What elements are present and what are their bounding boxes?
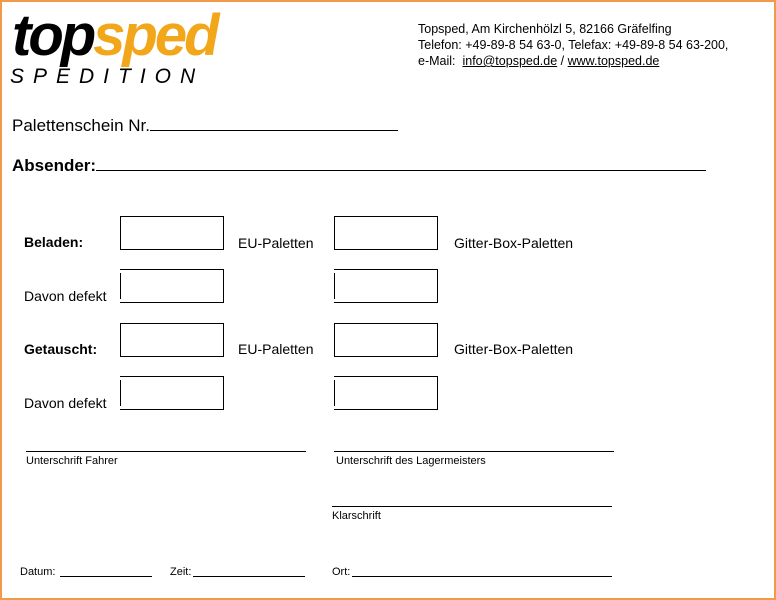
topsped-logo [12,4,217,68]
lagermeister-signature-label: Unterschrift des Lagermeisters [336,455,486,467]
email-label: e-Mail: [418,54,456,68]
logo-subtitle: SPEDITION [10,65,205,88]
datum-line[interactable] [60,576,152,577]
gitter-box-label-2: Gitter-Box-Paletten [454,341,574,357]
beladen-gitter-box[interactable] [334,216,438,250]
getauscht-eu-box[interactable] [120,323,224,357]
contact-separator: / [560,54,565,68]
ort-label: Ort: [332,566,351,578]
eu-paletten-label-1: EU-Paletten [238,235,314,251]
email-link[interactable]: info@topsped.de [462,54,558,68]
beladen-label: Beladen: [24,234,84,250]
logo-word-top: top [12,3,94,68]
klarschrift-line[interactable] [332,506,612,507]
website-link[interactable]: www.topsped.de [567,54,660,68]
datum-label: Datum: [20,566,56,578]
contact-phone: Telefon: +49-89-8 54 63-0, Telefax: +49-89-8 54 63-200, [418,38,729,52]
zeit-label: Zeit: [170,566,192,578]
palettenschein-number-line[interactable] [150,114,398,131]
absender-field [12,154,706,176]
absender-label: Absender: [12,156,97,175]
beladen-defekt-gitter-box[interactable] [334,269,438,303]
ort-line[interactable] [352,576,612,577]
fahrer-signature-label: Unterschrift Fahrer [26,455,118,467]
gitter-box-label-1: Gitter-Box-Paletten [454,235,574,251]
getauscht-defekt-gitter-box[interactable] [334,376,438,410]
palettenschein-label: Palettenschein Nr. [12,116,150,135]
getauscht-defekt-eu-box[interactable] [120,376,224,410]
davon-defekt-label-1: Davon defekt [24,288,107,304]
getauscht-gitter-box[interactable] [334,323,438,357]
logo-word-sped: sped [93,3,217,68]
beladen-defekt-eu-box[interactable] [120,269,224,303]
palettenschein-field [12,114,398,136]
contact-web [418,54,659,69]
contact-address: Topsped, Am Kirchenhölzl 5, 82166 Gräfelfing [418,22,672,36]
absender-line[interactable] [96,154,706,171]
davon-defekt-label-2: Davon defekt [24,395,107,411]
lagermeister-signature-line[interactable] [334,451,614,452]
beladen-eu-box[interactable] [120,216,224,250]
klarschrift-label: Klarschrift [332,510,381,522]
eu-paletten-label-2: EU-Paletten [238,341,314,357]
zeit-line[interactable] [193,576,305,577]
fahrer-signature-line[interactable] [26,451,306,452]
getauscht-label: Getauscht: [24,341,98,357]
